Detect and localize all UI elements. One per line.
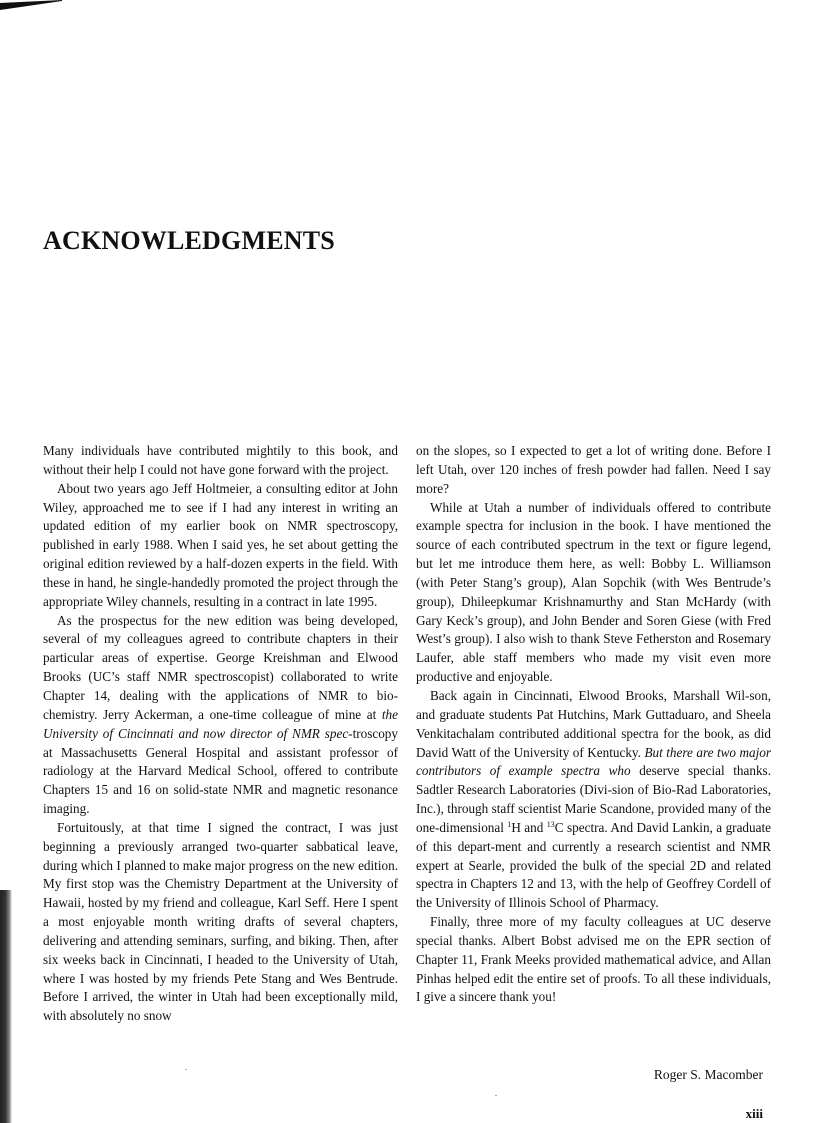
superscript: 13 (546, 819, 555, 829)
author-signature: Roger S. Macomber (653, 1067, 763, 1082)
superscript: 1 (507, 819, 512, 829)
paragraph-prospectus (43, 612, 398, 819)
text-run: Back again in Cincinnati, Elwood Brooks, Marshall Wil-son, and graduate students Pat Hutchins, Mark Guttaduaro, and Sheela Venkitachalam contributed additional spectra for the book, as did David Watt of the University of Kentucky. (416, 687, 771, 760)
text-run: C spectra. And David Lankin, a graduate of this depart-ment and currently a research scientist and NMR expert at Searle, provided the bulk of the special 2D and related spectra in Chapters 12 and 13, with the help of Geoffrey Cordell of the University of Illinois School of Pharmacy. (416, 819, 771, 911)
paragraph-utah-contributors: While at Utah a number of individuals offered to contribute example spectra for inclusion in the book. I have mentioned the source of each contributed spectrum in the text or figure legend, but let me introduce them here, as well: Bobby L. Williamson (with Peter Stang’s group), Alan Sopchik (with Wes Bentrude’s group), Dhileepkumar Krishnamurthy and Stan McHardy (with Gary Keck’s group), and John Bender and Soren Giese (with Fred West’s group). I also wish to thank Steve Fetherston and Rosemary Laufer, able staff members who made my visit even more productive and enjoyable. (416, 499, 771, 685)
page-number: xiii (745, 1106, 763, 1121)
text-run: H and (511, 819, 547, 835)
paragraph-intro: Many individuals have contributed mightily to this book, and without their help I could not have gone forward with the project. (43, 443, 398, 477)
scan-speck (185, 1069, 187, 1070)
paragraph-faculty-thanks: Finally, three more of my faculty colleagues at UC deserve special thanks. Albert Bobst advised me on the EPR section of Chapter 11, Frank Meeks provided mathematical advice, and Allan Pinhas helped edit the entire set of proofs. To all these individuals, I give a sincere thank you! (416, 914, 771, 1005)
text-run: troscopy at Massachusetts General Hospital and assistant professor of radiology at the Harvard Medical School, offered to contribute Chapters 15 and 16 on solid-state NMR and magnetic resonance imaging. (43, 725, 398, 817)
text-run: deserve special thanks. Sadtler Research Laboratories (Divi-sion of Bio-Rad Laboratories, Inc.), through staff scientist Marie Scandone, provided many of the one-dimensional (416, 763, 771, 835)
right-column (416, 442, 771, 1007)
paragraph-cincinnati-contributors (416, 687, 771, 913)
italic-run: But there are two major contributors of example spectra who (416, 744, 771, 779)
paragraph-slopes: on the slopes, so I expected to get a lot of writing done. Before I left Utah, over 120 inches of fresh powder had fallen. Need I say more? (416, 443, 771, 496)
scan-corner-mark (0, 0, 62, 10)
left-column (43, 442, 398, 1026)
text-run: As the prospectus for the new edition was being developed, several of my colleagues agreed to contribute chapters in their particular areas of expertise. George Kreishman and Elwood Brooks (UC’s staff NMR spectroscopist) collaborated to write Chapter 14, dealing with the applications of NMR to bio-chemistry. Jerry Ackerman, a one-time colleague of mine at (43, 612, 398, 722)
italic-run: the University of Cincinnati and now director of NMR spec- (43, 706, 398, 741)
page-title: ACKNOWLEDGMENTS (43, 226, 335, 255)
paragraph-holtmeier: About two years ago Jeff Holtmeier, a consulting editor at John Wiley, approached me to see if I had any interest in writing an updated edition of my earlier book on NMR spectroscopy, published in early 1988. When I said yes, he set about getting the original edition reviewed by a half-dozen experts in the field. With these in hand, he single-handedly promoted the project through the appropriate Wiley channels, resulting in a contract in late 1995. (43, 480, 398, 609)
scan-speck (495, 1095, 497, 1096)
paragraph-sabbatical: Fortuitously, at that time I signed the contract, I was just beginning a previously arranged two-quarter sabbatical leave, during which I planned to make major progress on the new edition. My first stop was the Chemistry Department at the University of Hawaii, hosted by my friend and colleague, Karl Seff. Here I spent a most enjoyable month writing drafts of several chapters, delivering and attending seminars, surfing, and biking. Then, after six weeks back in Cincinnati, I headed to the University of Utah, where I was hosted by my friends Pete Stang and Wes Bentrude. Before I arrived, the winter in Utah had been exceptionally mild, with absolutely no snow (43, 819, 398, 1024)
scan-spine-shadow (0, 890, 12, 1123)
